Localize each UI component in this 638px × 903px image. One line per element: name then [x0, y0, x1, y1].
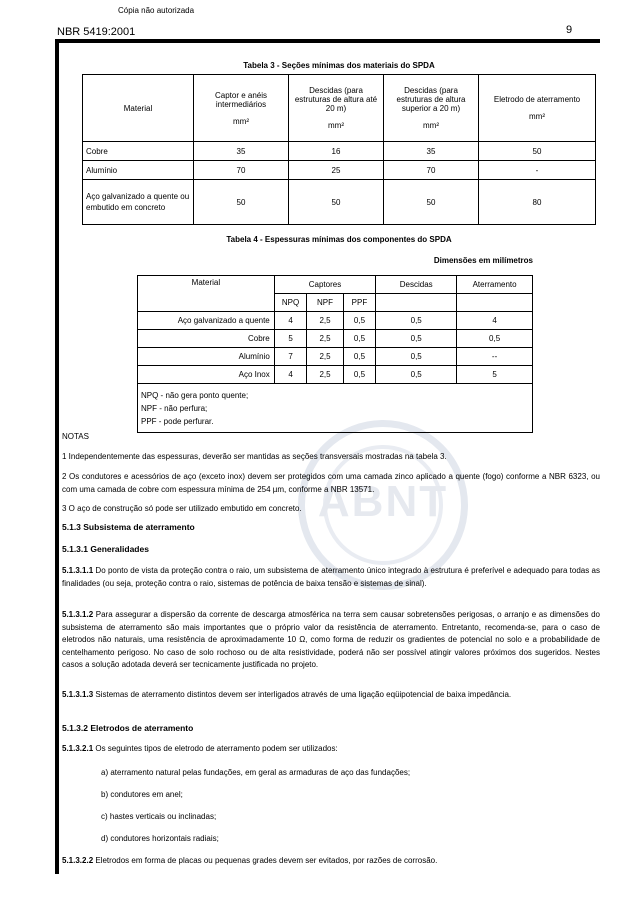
table-cell: 0,5: [343, 330, 376, 348]
table-cell: Aço galvanizado a quente ou embutido em concreto: [83, 180, 194, 225]
legend-line: NPF - não perfura;: [141, 403, 208, 413]
table4-header-row: [138, 276, 533, 294]
section-heading-5-1-3: 5.1.3 Subsistema de aterramento: [62, 522, 195, 532]
table-cell: 0,5: [457, 330, 533, 348]
table4-header-npq: NPQ: [274, 294, 307, 312]
table4-header-captores: Captores: [274, 276, 375, 294]
table-cell: 0,5: [376, 348, 457, 366]
table-cell: --: [457, 348, 533, 366]
table3-header-material: Material: [83, 75, 194, 142]
table-cell: [376, 294, 457, 312]
table-cell: 4: [274, 366, 307, 384]
list-item: b) condutores em anel;: [101, 790, 183, 799]
clause-number: 5.1.3.2.1: [62, 744, 94, 753]
table-cell: 0,5: [376, 366, 457, 384]
header-unit: mm²: [328, 121, 344, 130]
table-cell: 2,5: [307, 312, 343, 330]
table-row: [138, 330, 533, 348]
table-cell: 2,5: [307, 366, 343, 384]
legend-line: PPF - pode perfurar.: [141, 416, 214, 426]
note-2: 2 Os condutores e acessórios de aço (exceto inox) devem ser protegidos com uma camada zinco aplicado a quente (fogo) conforme a NBR 6323, ou com uma camada de cobre com espessura mínima de 254 µm, conforme a NBR 13571.: [62, 472, 600, 494]
watermark-logo-text: ABNT: [317, 477, 449, 526]
table-cell: 2,5: [307, 348, 343, 366]
section-heading-5-1-3-2: 5.1.3.2 Eletrodos de aterramento: [62, 723, 194, 733]
table-cell: 4: [457, 312, 533, 330]
header-unit: mm²: [423, 121, 439, 130]
table4-legend-row: [138, 384, 533, 433]
table-cell: 25: [289, 161, 384, 180]
table-cell: 35: [384, 142, 479, 161]
clause-number: 5.1.3.1.2: [62, 610, 94, 619]
table-cell: 5: [274, 330, 307, 348]
table3-header-eletrodo: [479, 75, 596, 142]
table-cell: 70: [384, 161, 479, 180]
table3-header-descidas-sup: [384, 75, 479, 142]
table-cell: 70: [194, 161, 289, 180]
table-cell: 35: [194, 142, 289, 161]
table3-header-row: [83, 75, 596, 142]
paragraph-5-1-3-2-1: [62, 743, 600, 756]
margin-rule: [55, 39, 59, 874]
table4-units-note: Dimensões em milímetros: [433, 256, 533, 265]
table4-header-descidas: Descidas: [376, 276, 457, 294]
table-cell: 50: [289, 180, 384, 225]
table4: [137, 275, 533, 433]
table-row: [83, 142, 596, 161]
header-label: Descidas (para estruturas de altura até 20 m): [294, 86, 378, 113]
clause-number: 5.1.3.1.1: [62, 566, 94, 575]
table-row: [138, 366, 533, 384]
table-cell: 50: [194, 180, 289, 225]
table-cell: Cobre: [138, 330, 275, 348]
note-1: 1 Independentemente das espessuras, deverão ser mantidas as seções transversais mostradas na tabela 3.: [62, 452, 447, 461]
clause-number: 5.1.3.2.2: [62, 856, 94, 865]
list-item: c) hastes verticais ou inclinadas;: [101, 812, 217, 821]
table-cell: Aço Inox: [138, 366, 275, 384]
table3-header-descidas-ate: [289, 75, 384, 142]
table-cell: 4: [274, 312, 307, 330]
section-heading-5-1-3-1: 5.1.3.1 Generalidades: [62, 544, 149, 554]
table3: [82, 74, 596, 225]
header-unit: mm²: [233, 116, 249, 126]
table-row: [83, 180, 596, 225]
header-unit: mm²: [529, 112, 545, 121]
paragraph-5-1-3-2-2: [62, 855, 600, 868]
table4-legend: [138, 384, 533, 433]
clause-text: Eletrodos em forma de placas ou pequenas grades devem ser evitados, por razões de corrosão.: [93, 856, 438, 865]
table-cell: Alumínio: [83, 161, 194, 180]
list-item: d) condutores horizontais radiais;: [101, 834, 219, 843]
table-cell: [457, 294, 533, 312]
table-cell: 0,5: [343, 312, 376, 330]
table-cell: 50: [479, 142, 596, 161]
copy-notice: Cópia não autorizada: [118, 6, 195, 15]
table-row: [138, 348, 533, 366]
paragraph-5-1-3-1-3: [62, 689, 600, 702]
table-cell: 80: [479, 180, 596, 225]
table-cell: 5: [457, 366, 533, 384]
paragraph-5-1-3-1-2: [62, 609, 600, 672]
note-3: 3 O aço de construção só pode ser utilizado embutido em concreto.: [62, 504, 302, 513]
table-row: [83, 161, 596, 180]
table4-header-npf: NPF: [307, 294, 343, 312]
table-cell: 0,5: [343, 366, 376, 384]
table-cell: 2,5: [307, 330, 343, 348]
table-cell: 7: [274, 348, 307, 366]
header-rule: [55, 39, 600, 43]
header-label: Descidas (para estruturas de altura superior a 20 m): [396, 86, 466, 113]
table-cell: Alumínio: [138, 348, 275, 366]
table4-header-material: Material: [138, 276, 275, 312]
table3-caption: Tabela 3 - Seções mínimas dos materiais do SPDA: [243, 61, 435, 70]
header-label: Captor e anéis intermediários: [214, 90, 268, 109]
table-row: [138, 312, 533, 330]
table-cell: Aço galvanizado a quente: [138, 312, 275, 330]
table-cell: -: [479, 161, 596, 180]
table-cell: 0,5: [343, 348, 376, 366]
table-cell: Cobre: [83, 142, 194, 161]
table-cell: 50: [384, 180, 479, 225]
page-number: 9: [566, 24, 573, 36]
notes-title: NOTAS: [62, 432, 89, 441]
paragraph-5-1-3-1-1: [62, 565, 600, 590]
table4-header-ppf: PPF: [343, 294, 376, 312]
list-item: a) aterramento natural pelas fundações, em geral as armaduras de aço das fundações;: [101, 768, 411, 777]
clause-text: Sistemas de aterramento distintos devem ser interligados através de uma ligação eqüipotencial de baixa impedância.: [93, 690, 512, 699]
clause-number: 5.1.3.1.3: [62, 690, 94, 699]
clause-text: Os seguintes tipos de eletrodo de aterramento podem ser utilizados:: [93, 744, 338, 753]
table-cell: 0,5: [376, 312, 457, 330]
table-cell: 16: [289, 142, 384, 161]
legend-line: NPQ - não gera ponto quente;: [141, 390, 249, 400]
clause-text: Para assegurar a dispersão da corrente de descarga atmosférica na terra sem causar sobretensões perigosas, o arranjo e as dimensões do subsistema de aterramento são mais importantes que o próprio valor da resistência de aterramento. Entretanto, recomenda-se, para o caso de eletrodos não naturais, uma resistência de aproximadamente 10 Ω, como forma de reduzir os gradientes de potencial no solo e a probabilidade de centelhamento perigoso. No caso de solo rochoso ou de alta resistividade, poderá não ser possível atingir valores próximos dos sugeridos. Nestes casos a solução adotada deverá ser tecnicamente justificada no projeto.: [62, 610, 600, 669]
standard-code: NBR 5419:2001: [57, 26, 136, 38]
table4-caption: Tabela 4 - Espessuras mínimas dos componentes do SPDA: [226, 235, 452, 244]
table4-header-aterramento: Aterramento: [457, 276, 533, 294]
header-label: Eletrodo de aterramento: [493, 95, 581, 104]
table-cell: 0,5: [376, 330, 457, 348]
table3-header-captor: [194, 75, 289, 142]
clause-text: Do ponto de vista da proteção contra o raio, um subsistema de aterramento único integrado à estrutura é preferível e adequado para todas as finalidades (ou seja, proteção contra o raio, sistemas de potência de baixa tensão e sistemas de sinal).: [62, 566, 600, 588]
